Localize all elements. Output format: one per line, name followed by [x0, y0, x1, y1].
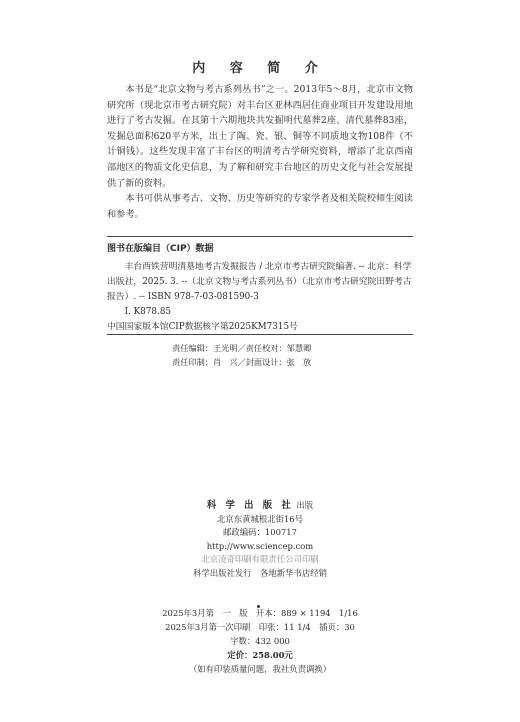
publisher-block [0, 499, 520, 581]
page-title: 内 容 简 介 [192, 61, 328, 76]
cip-record [107, 260, 413, 335]
publisher-postcode: 邮政编码：100717 [223, 527, 297, 538]
publisher-name: 科 学 出 版 社 [206, 500, 294, 511]
edition-line: 2025年3月第 一 版 开本：889 × 1194 1/16 [162, 608, 358, 618]
publisher-suffix: 出版 [296, 500, 314, 510]
credits [172, 341, 412, 369]
printing-line: 2025年3月第一次印刷 印张：11 1/4 插页：30 [165, 622, 355, 632]
publisher-address: 北京东黄城根北街16号 [216, 513, 304, 524]
quality-notice: （如有印装质量问题，我社负责调换） [188, 664, 332, 674]
cip-heading: 图书在版编目（CIP）数据 [107, 244, 214, 254]
price: 定价：258.00元 [227, 650, 293, 660]
credit-line: 责任编辑：王光明／责任校对：邹慧卿 [172, 343, 312, 353]
cip-line: Ⅰ. K878.85 [124, 307, 172, 317]
credit-line: 责任印制：肖 兴／封面设计：张 放 [172, 357, 312, 367]
publisher-url: http://www.sciencep.com [206, 540, 314, 551]
cip-line: 中国国家版本馆CIP数据核字第2025KM7315号 [107, 322, 298, 332]
content-summary [107, 82, 413, 222]
summary-paragraph: 本书可供从事考古、文物、历史等研究的专家学者及相关院校师生阅读和参考。 [107, 193, 413, 220]
cip-line: 丰台西铁营明清墓地考古发掘报告 / 北京市考古研究院编著. -- 北京：科学出版社，2025. 3. --（北京文物与考古系列丛书）（北京市考古研究院田野考古报告）. -- ISBN 978-7-03-081590-3 [107, 262, 412, 302]
wordcount: 字数：432 000 [230, 636, 290, 646]
summary-paragraph: 本书是“北京文物与考古系列丛书”之一。2013年5～8月，北京市文物研究所（现北京市考古研究院）对丰台区亚林西居住商业项目开发建设用地进行了考古发掘。在其第十六期地块共发掘明代墓葬2座、清代墓葬83座，发掘总面积620平方米，出土了陶、瓷、银、铜等不同质地文物108件（不计铜钱）。这些发现丰富了丰台区的明清考古学研究资料，增添了北京西南部地区的物质文化史信息，为了解和研究丰台地区的历史文化与社会发展提供了新的资料。 [107, 84, 413, 189]
publisher-line [0, 499, 520, 513]
specifications [0, 606, 520, 676]
divider [107, 236, 413, 237]
distributor: 科学出版社发行 各地新华书店经销 [193, 567, 327, 578]
divider [107, 334, 413, 335]
printer: 北京凌奇印刷有限责任公司印刷 [201, 554, 319, 565]
